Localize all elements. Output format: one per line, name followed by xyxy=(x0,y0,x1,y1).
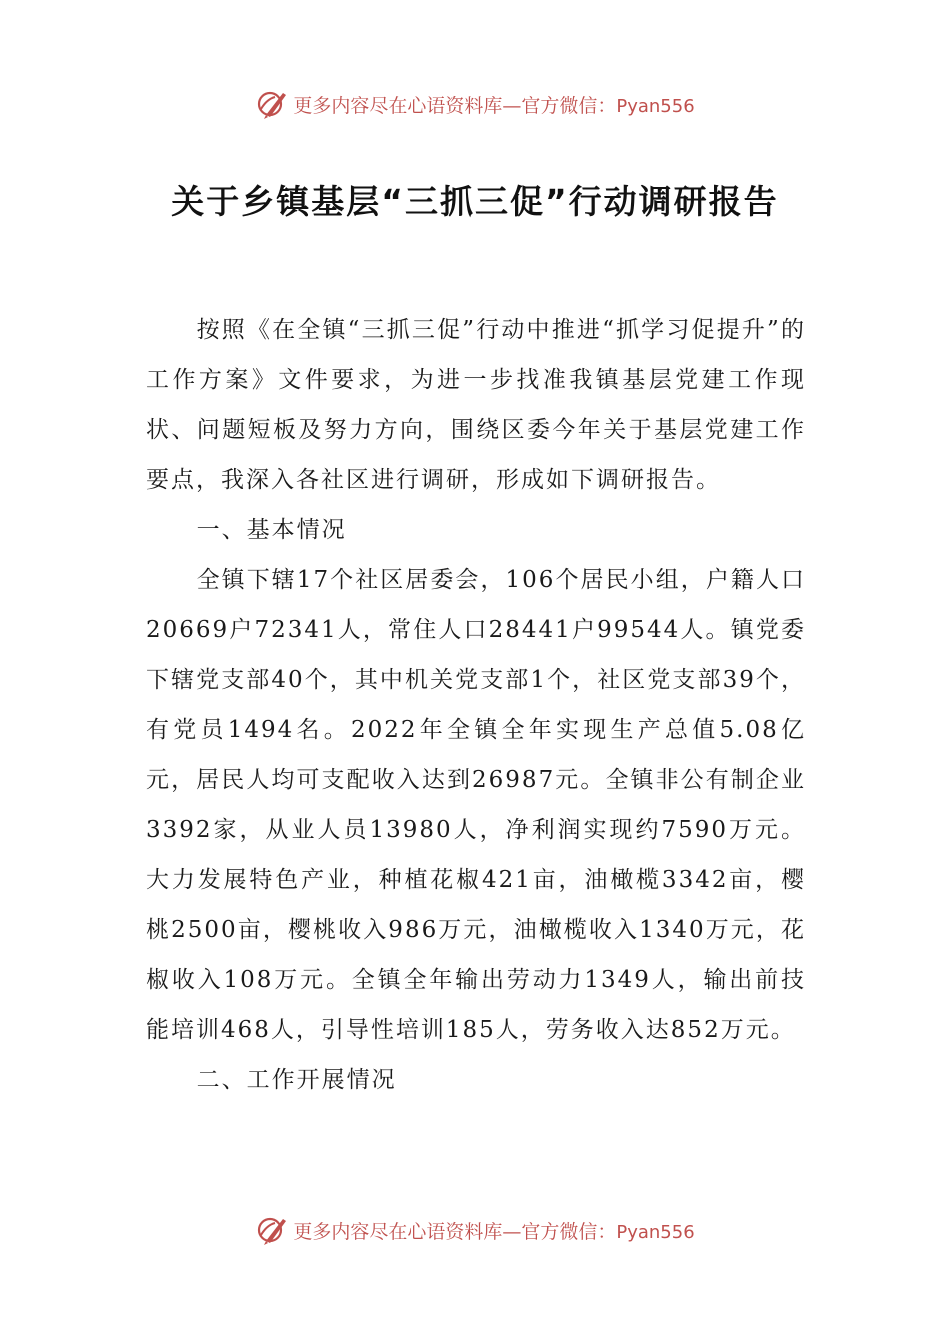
section-heading-basic-situation: 一、基本情况 xyxy=(196,517,347,543)
header-watermark xyxy=(0,84,950,124)
document-title: 关于乡镇基层“三抓三促”行动调研报告 xyxy=(171,182,779,221)
watermark-text: 更多内容尽在心语资料库—官方微信：Pyan556 xyxy=(293,1220,695,1243)
watermark-wechat-id: Pyan556 xyxy=(616,95,695,117)
pen-logo-icon xyxy=(255,1213,289,1247)
watermark-text: 更多内容尽在心语资料库—官方微信：Pyan556 xyxy=(293,94,695,117)
footer-watermark xyxy=(0,1210,950,1250)
document-body xyxy=(146,305,806,1105)
section-heading-work-progress: 二、工作开展情况 xyxy=(196,1067,397,1093)
watermark-wechat-id: Pyan556 xyxy=(616,1221,695,1243)
intro-paragraph: 按照《在全镇“三抓三促”行动中推进“抓学习促提升”的工作方案》文件要求，为进一步找准我镇基层党建工作现状、问题短板及努力方向，围绕区委今年关于基层党建工作要点，我深入各社区进行调研，形成如下调研报告。 xyxy=(146,317,806,493)
basic-situation-paragraph: 全镇下辖17个社区居委会，106个居民小组，户籍人口20669户72341人，常住人口28441户99544人。镇党委下辖党支部40个，其中机关党支部1个，社区党支部39个，有党员1494名。2022年全镇全年实现生产总值5.08亿元，居民人均可支配收入达到26987元。全镇非公有制企业3392家，从业人员13980人，净利润实现约7590万元。大力发展特色产业，种植花椒421亩，油橄榄3342亩，樱桃2500亩，樱桃收入986万元，油橄榄收入1340万元，花椒收入108万元。全镇全年输出劳动力1349人，输出前技能培训468人，引导性培训185人，劳务收入达852万元。 xyxy=(146,567,806,1043)
pen-logo-icon xyxy=(255,87,289,121)
